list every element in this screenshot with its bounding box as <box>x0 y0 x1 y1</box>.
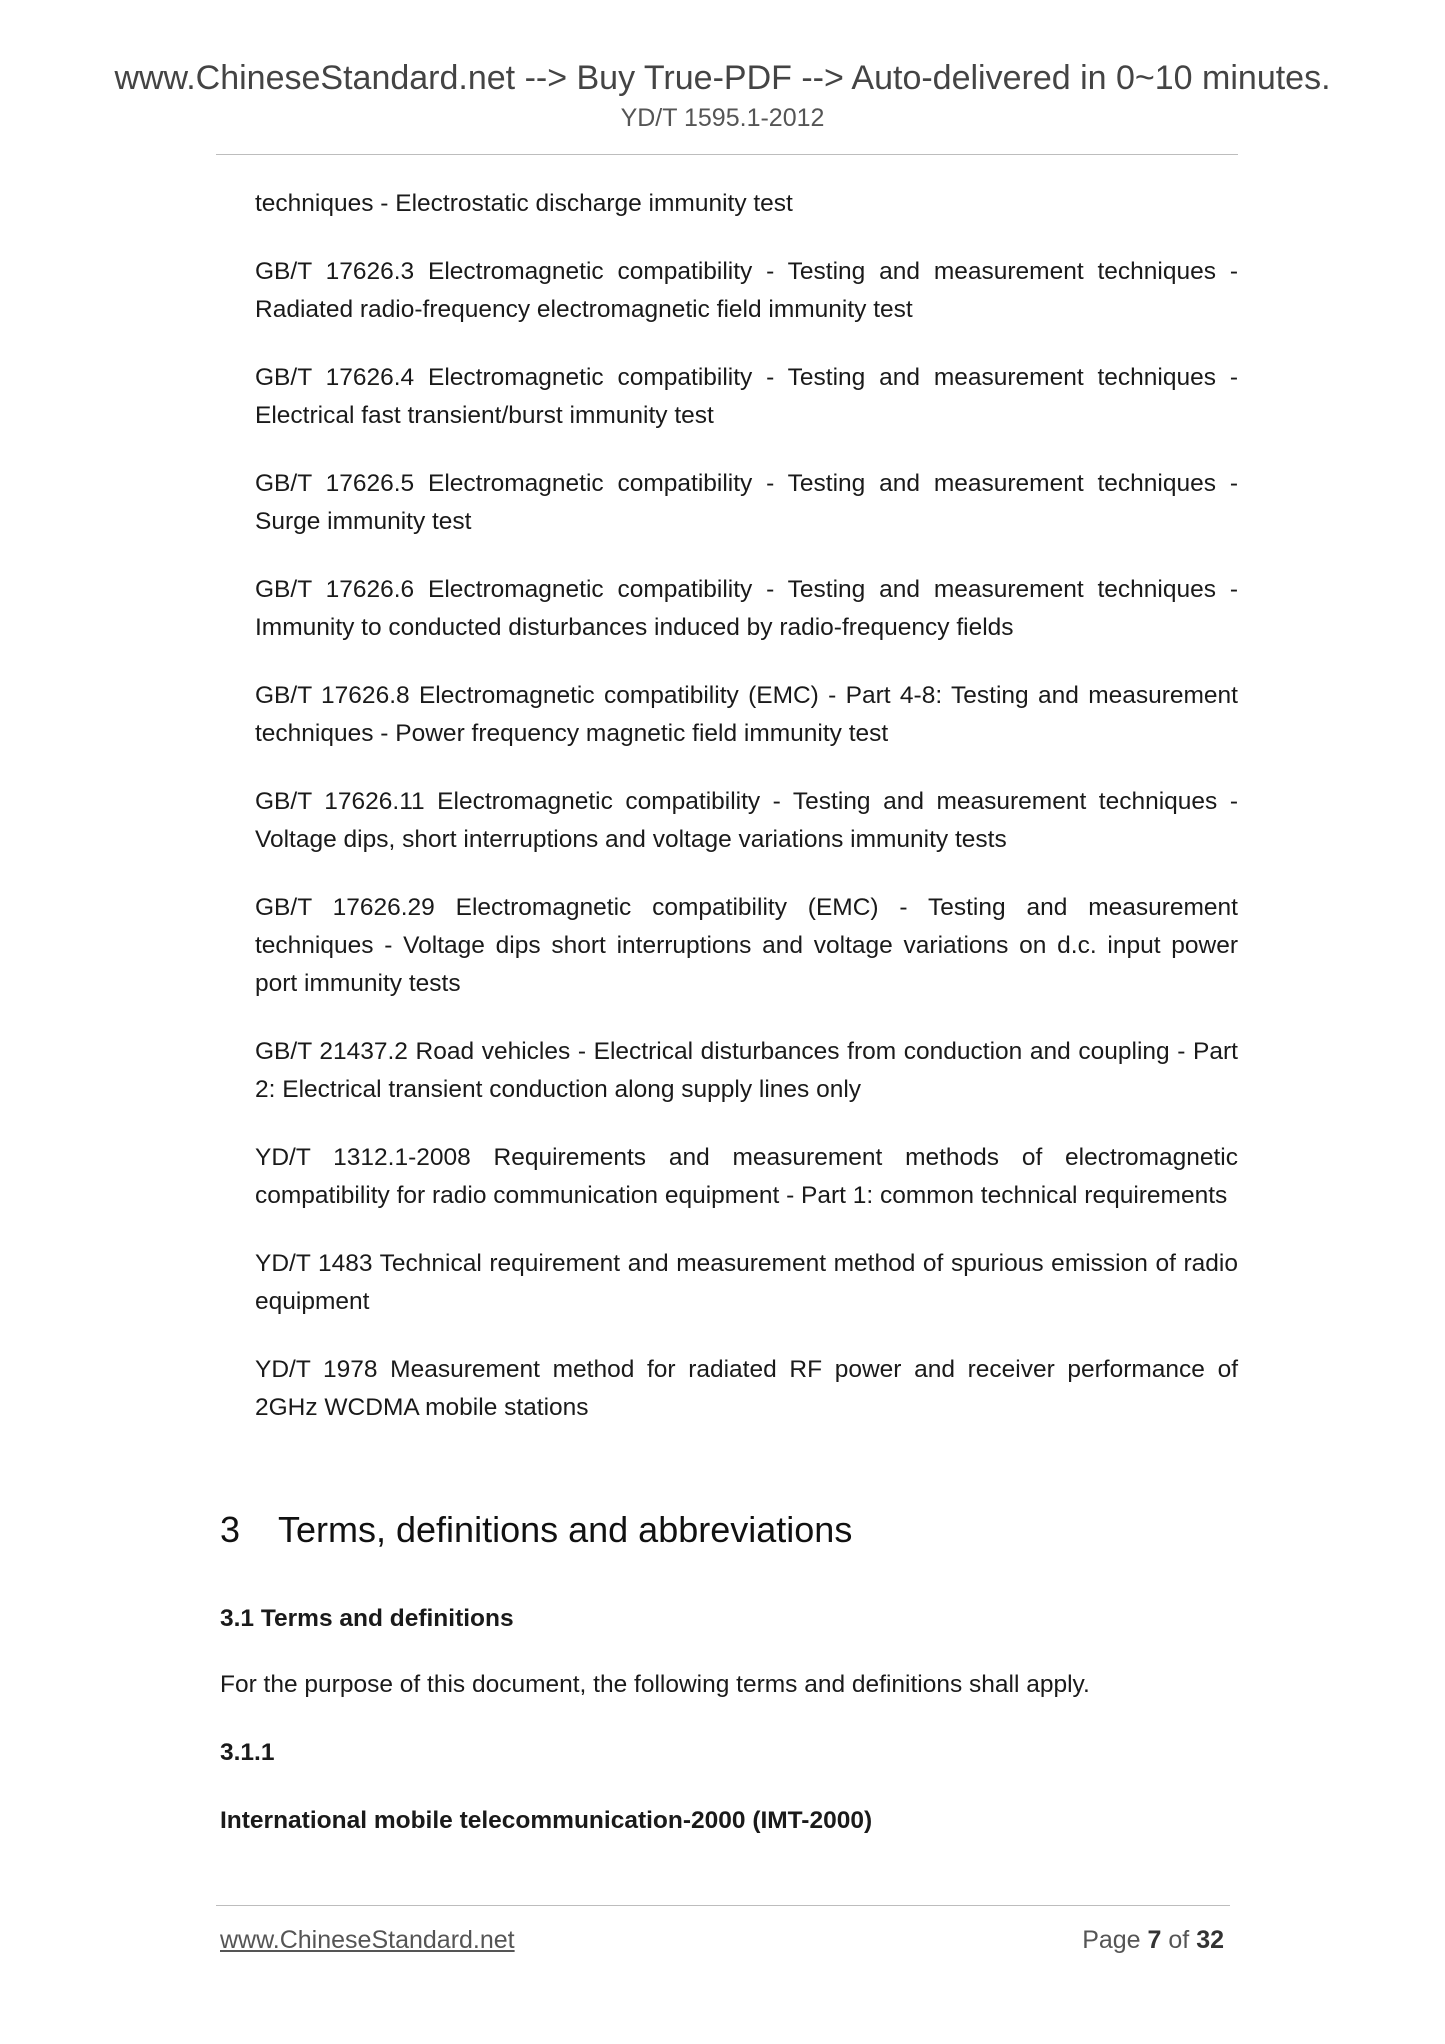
intro-paragraph: For the purpose of this document, the following terms and definitions shall apply. <box>220 1671 1090 1698</box>
reference-item: YD/T 1483 Technical requirement and measurement method of spurious emission of radio equipment <box>255 1250 1238 1315</box>
page-indicator <box>1082 1925 1224 1955</box>
reference-item: GB/T 17626.11 Electromagnetic compatibility - Testing and measurement techniques - Voltage dips, short interruptions and voltage variations immunity tests <box>255 788 1238 853</box>
reference-item: GB/T 17626.6 Electromagnetic compatibility - Testing and measurement techniques - Immunity to conducted disturbances induced by radio-frequency fields <box>255 576 1238 641</box>
reference-item: GB/T 17626.8 Electromagnetic compatibility (EMC) - Part 4-8: Testing and measurement techniques - Power frequency magnetic field immunity test <box>255 682 1238 747</box>
reference-item: techniques - Electrostatic discharge immunity test <box>255 190 793 217</box>
download-banner: www.ChineseStandard.net --> Buy True-PDF --> Auto-delivered in 0~10 minutes. <box>114 59 1331 97</box>
reference-item: GB/T 17626.5 Electromagnetic compatibility - Testing and measurement techniques - Surge immunity test <box>255 470 1238 535</box>
page-current: 7 <box>1147 1926 1162 1954</box>
reference-item: GB/T 17626.4 Electromagnetic compatibility - Testing and measurement techniques - Electrical fast transient/burst immunity test <box>255 364 1238 429</box>
reference-item: YD/T 1978 Measurement method for radiated RF power and receiver performance of 2GHz WCDMA mobile stations <box>255 1356 1238 1421</box>
standard-code: YD/T 1595.1-2012 <box>620 104 825 132</box>
footer-site-link[interactable]: www.ChineseStandard.net <box>220 1926 515 1954</box>
normative-references-list <box>255 185 1238 1457</box>
section-heading <box>220 1508 852 1552</box>
term-title: International mobile telecommunication-2000 (IMT-2000) <box>220 1807 873 1834</box>
page-of: of <box>1161 1926 1197 1954</box>
footer-divider <box>216 1905 1230 1906</box>
subsection-heading: 3.1 Terms and definitions <box>220 1605 514 1632</box>
reference-item: GB/T 17626.29 Electromagnetic compatibility (EMC) - Testing and measurement techniques - Voltage dips short interruptions and voltage variations on d.c. input power port immunity tests <box>255 894 1238 997</box>
header-divider <box>216 154 1238 155</box>
clause-number: 3.1.1 <box>220 1739 275 1766</box>
reference-item: GB/T 17626.3 Electromagnetic compatibility - Testing and measurement techniques - Radiated radio-frequency electromagnetic field immunity test <box>255 258 1238 323</box>
section-title: Terms, definitions and abbreviations <box>278 1509 853 1550</box>
section-number: 3 <box>220 1509 241 1550</box>
page-total: 32 <box>1196 1926 1224 1954</box>
reference-item: YD/T 1312.1-2008 Requirements and measurement methods of electromagnetic compatibility for radio communication equipment - Part 1: common technical requirements <box>255 1144 1238 1209</box>
page-prefix: Page <box>1082 1926 1148 1954</box>
reference-item: GB/T 21437.2 Road vehicles - Electrical disturbances from conduction and coupling - Part 2: Electrical transient conduction along supply lines only <box>255 1038 1238 1103</box>
